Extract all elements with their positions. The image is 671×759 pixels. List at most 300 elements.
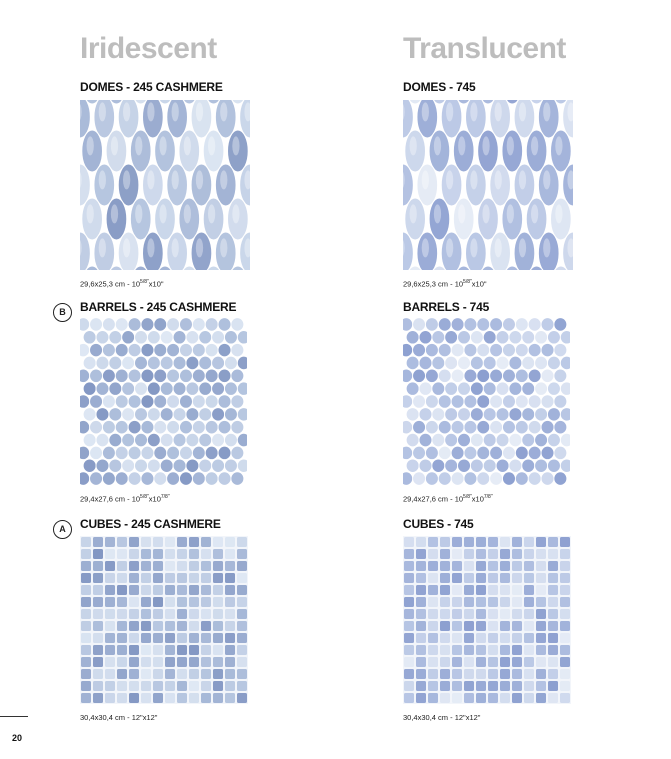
cube-piece bbox=[165, 669, 175, 679]
barrel-piece bbox=[413, 395, 426, 408]
cube-piece bbox=[524, 537, 534, 547]
cube-piece bbox=[464, 669, 474, 679]
barrel-piece bbox=[477, 318, 490, 331]
barrel-piece bbox=[83, 331, 96, 344]
dimensions-cubes-translucent: 30,4x30,4 cm - 12"x12" bbox=[403, 713, 481, 722]
barrel-piece bbox=[464, 446, 477, 459]
barrel-piece bbox=[167, 395, 180, 408]
tile-image-cubes-iridescent bbox=[80, 536, 248, 704]
cube-piece bbox=[177, 621, 187, 631]
cube-piece bbox=[476, 585, 486, 595]
barrel-piece bbox=[496, 331, 509, 344]
cube-piece bbox=[452, 561, 462, 571]
barrel-piece bbox=[205, 395, 218, 408]
barrel-piece bbox=[102, 446, 115, 459]
cube-piece bbox=[201, 657, 211, 667]
barrel-piece bbox=[225, 408, 238, 421]
cube-piece bbox=[141, 549, 151, 559]
dome-highlight bbox=[159, 136, 166, 155]
barrel-piece bbox=[122, 382, 135, 395]
cube-piece bbox=[488, 549, 498, 559]
cube-piece bbox=[428, 597, 438, 607]
barrel-piece bbox=[432, 331, 445, 344]
cube-piece bbox=[536, 573, 546, 583]
barrel-piece bbox=[90, 343, 103, 356]
barrel-piece bbox=[470, 356, 483, 369]
barrel-piece bbox=[490, 395, 503, 408]
barrel-piece bbox=[231, 421, 244, 434]
cube-piece bbox=[189, 537, 199, 547]
barrel-piece bbox=[199, 459, 212, 472]
cube-piece bbox=[177, 633, 187, 643]
dome-highlight bbox=[220, 238, 227, 257]
barrel-piece bbox=[96, 433, 109, 446]
cube-piece bbox=[440, 657, 450, 667]
cube-piece bbox=[141, 561, 151, 571]
cube-piece bbox=[213, 585, 223, 595]
cube-piece bbox=[524, 585, 534, 595]
cube-piece bbox=[201, 561, 211, 571]
cube-piece bbox=[81, 657, 91, 667]
barrel-piece bbox=[231, 369, 244, 382]
cube-piece bbox=[81, 537, 91, 547]
cube-piece bbox=[237, 585, 247, 595]
cube-piece bbox=[201, 645, 211, 655]
cube-piece bbox=[105, 669, 115, 679]
barrel-piece bbox=[231, 318, 244, 331]
cube-piece bbox=[512, 549, 522, 559]
cube-piece bbox=[416, 621, 426, 631]
barrel-piece bbox=[503, 369, 516, 382]
cube-piece bbox=[189, 573, 199, 583]
barrel-piece bbox=[231, 343, 244, 356]
barrel-piece bbox=[477, 472, 490, 485]
dome-highlight bbox=[135, 136, 142, 155]
barrel-piece bbox=[535, 382, 548, 395]
cube-piece bbox=[476, 609, 486, 619]
cube-piece bbox=[404, 633, 414, 643]
cube-piece bbox=[189, 549, 199, 559]
cube-piece bbox=[93, 693, 103, 703]
barrel-piece bbox=[80, 472, 90, 485]
cube-piece bbox=[237, 669, 247, 679]
barrel-piece bbox=[180, 395, 193, 408]
barrel-piece bbox=[147, 331, 160, 344]
barrel-piece bbox=[522, 382, 535, 395]
barrel-piece bbox=[160, 356, 173, 369]
cube-piece bbox=[512, 561, 522, 571]
barrel-piece bbox=[419, 433, 432, 446]
dome-highlight bbox=[172, 102, 179, 121]
barrel-piece bbox=[80, 369, 90, 382]
barrel-piece bbox=[483, 459, 496, 472]
tile-image-cubes-translucent bbox=[403, 536, 571, 704]
barrel-piece bbox=[192, 472, 205, 485]
barrel-piece bbox=[167, 446, 180, 459]
cube-piece bbox=[428, 645, 438, 655]
cube-piece bbox=[536, 693, 546, 703]
cube-piece bbox=[476, 621, 486, 631]
barrel-piece bbox=[199, 433, 212, 446]
barrel-piece bbox=[192, 369, 205, 382]
cube-piece bbox=[548, 561, 558, 571]
dome-highlight bbox=[531, 204, 538, 223]
barrel-piece bbox=[80, 318, 90, 331]
barrel-piece bbox=[199, 408, 212, 421]
barrel-piece bbox=[541, 318, 554, 331]
barrel-piece bbox=[541, 369, 554, 382]
cube-piece bbox=[225, 669, 235, 679]
cube-piece bbox=[536, 609, 546, 619]
cube-piece bbox=[237, 621, 247, 631]
cube-piece bbox=[141, 657, 151, 667]
dome-highlight bbox=[507, 204, 514, 223]
barrel-piece bbox=[90, 472, 103, 485]
barrel-piece bbox=[109, 382, 122, 395]
barrel-piece bbox=[141, 369, 154, 382]
barrel-piece bbox=[432, 459, 445, 472]
cube-piece bbox=[548, 549, 558, 559]
barrel-piece bbox=[237, 408, 247, 421]
barrel-piece bbox=[403, 343, 413, 356]
cube-piece bbox=[177, 693, 187, 703]
barrel-piece bbox=[237, 382, 247, 395]
barrel-piece bbox=[135, 382, 148, 395]
barrel-piece bbox=[102, 472, 115, 485]
barrel-piece bbox=[451, 421, 464, 434]
cube-piece bbox=[225, 657, 235, 667]
cube-piece bbox=[213, 549, 223, 559]
barrel-piece bbox=[509, 433, 522, 446]
barrel-piece bbox=[115, 421, 128, 434]
tile-image-barrels-iridescent bbox=[80, 318, 247, 485]
cube-piece bbox=[464, 633, 474, 643]
cube-piece bbox=[93, 681, 103, 691]
cube-piece bbox=[153, 573, 163, 583]
cube-piece bbox=[81, 573, 91, 583]
barrel-piece bbox=[406, 382, 419, 395]
barrel-piece bbox=[141, 343, 154, 356]
cube-piece bbox=[153, 645, 163, 655]
barrel-piece bbox=[122, 356, 135, 369]
cube-piece bbox=[512, 693, 522, 703]
dome-highlight bbox=[422, 238, 429, 257]
barrel-piece bbox=[115, 472, 128, 485]
barrel-piece bbox=[503, 446, 516, 459]
barrel-piece bbox=[115, 343, 128, 356]
cube-piece bbox=[117, 549, 127, 559]
barrel-piece bbox=[413, 369, 426, 382]
cube-piece bbox=[189, 693, 199, 703]
barrel-piece bbox=[419, 331, 432, 344]
cube-piece bbox=[225, 549, 235, 559]
cube-piece bbox=[476, 573, 486, 583]
grout-background bbox=[80, 536, 248, 704]
marker-b: B bbox=[53, 303, 72, 322]
barrel-piece bbox=[432, 408, 445, 421]
barrel-piece bbox=[490, 343, 503, 356]
dome-highlight bbox=[519, 170, 526, 189]
product-title-domes-translucent: DOMES - 745 bbox=[403, 80, 476, 94]
cube-piece bbox=[189, 621, 199, 631]
dome-highlight bbox=[446, 170, 453, 189]
cube-piece bbox=[201, 597, 211, 607]
barrel-piece bbox=[541, 395, 554, 408]
cube-piece bbox=[476, 657, 486, 667]
cube-piece bbox=[225, 609, 235, 619]
cube-piece bbox=[500, 609, 510, 619]
cube-piece bbox=[464, 645, 474, 655]
cube-piece bbox=[237, 609, 247, 619]
barrel-piece bbox=[458, 331, 471, 344]
dome-highlight bbox=[470, 238, 477, 257]
dome-highlight bbox=[123, 238, 130, 257]
dome-highlight bbox=[87, 136, 94, 155]
cube-piece bbox=[117, 537, 127, 547]
cube-piece bbox=[500, 681, 510, 691]
cube-piece bbox=[165, 645, 175, 655]
dome-highlight bbox=[446, 238, 453, 257]
barrel-piece bbox=[413, 446, 426, 459]
dome-highlight bbox=[208, 204, 215, 223]
barrel-piece bbox=[115, 446, 128, 459]
cube-piece bbox=[165, 537, 175, 547]
cube-piece bbox=[524, 621, 534, 631]
cube-piece bbox=[153, 681, 163, 691]
cube-piece bbox=[201, 609, 211, 619]
cube-piece bbox=[153, 609, 163, 619]
cube-piece bbox=[464, 573, 474, 583]
dome-highlight bbox=[482, 204, 489, 223]
cube-piece bbox=[500, 549, 510, 559]
barrel-piece bbox=[96, 408, 109, 421]
cube-piece bbox=[488, 561, 498, 571]
cube-piece bbox=[201, 681, 211, 691]
barrel-piece bbox=[541, 446, 554, 459]
barrel-piece bbox=[237, 331, 247, 344]
cube-piece bbox=[560, 561, 570, 571]
cube-piece bbox=[105, 597, 115, 607]
barrel-piece bbox=[413, 318, 426, 331]
cube-piece bbox=[237, 561, 247, 571]
cube-piece bbox=[524, 657, 534, 667]
barrel-piece bbox=[135, 459, 148, 472]
dome-highlight bbox=[220, 102, 227, 121]
cube-piece bbox=[404, 597, 414, 607]
barrel-piece bbox=[515, 446, 528, 459]
barrel-piece bbox=[147, 382, 160, 395]
barrel-piece bbox=[438, 446, 451, 459]
cube-piece bbox=[524, 609, 534, 619]
cube-piece bbox=[177, 573, 187, 583]
barrel-piece bbox=[464, 421, 477, 434]
dome-highlight bbox=[458, 204, 465, 223]
barrel-piece bbox=[548, 459, 561, 472]
cube-piece bbox=[464, 621, 474, 631]
cube-piece bbox=[201, 669, 211, 679]
barrel-piece bbox=[438, 318, 451, 331]
barrel-piece bbox=[173, 382, 186, 395]
dome-highlight bbox=[495, 102, 502, 121]
barrel-piece bbox=[186, 331, 199, 344]
barrel-piece bbox=[83, 408, 96, 421]
barrel-piece bbox=[109, 356, 122, 369]
column-title-iridescent: Iridescent bbox=[80, 32, 217, 65]
cube-piece bbox=[428, 537, 438, 547]
cube-piece bbox=[476, 693, 486, 703]
cube-piece bbox=[536, 657, 546, 667]
barrel-piece bbox=[503, 472, 516, 485]
cube-piece bbox=[81, 693, 91, 703]
barrel-piece bbox=[554, 395, 567, 408]
barrel-piece bbox=[102, 343, 115, 356]
barrel-piece bbox=[483, 382, 496, 395]
cube-piece bbox=[225, 681, 235, 691]
cube-piece bbox=[225, 573, 235, 583]
barrel-piece bbox=[413, 343, 426, 356]
barrel-piece bbox=[218, 318, 231, 331]
dome-highlight bbox=[147, 170, 154, 189]
cube-piece bbox=[428, 633, 438, 643]
barrel-piece bbox=[115, 395, 128, 408]
cube-piece bbox=[440, 537, 450, 547]
barrel-piece bbox=[83, 433, 96, 446]
product-title-barrels-iridescent: BARRELS - 245 CASHMERE bbox=[80, 300, 237, 314]
cube-piece bbox=[81, 669, 91, 679]
cube-piece bbox=[416, 585, 426, 595]
barrel-piece bbox=[528, 472, 541, 485]
cube-piece bbox=[464, 537, 474, 547]
barrel-piece bbox=[403, 472, 413, 485]
barrel-piece bbox=[477, 421, 490, 434]
cube-piece bbox=[476, 681, 486, 691]
barrel-piece bbox=[419, 408, 432, 421]
cube-piece bbox=[225, 621, 235, 631]
barrel-piece bbox=[141, 421, 154, 434]
cube-piece bbox=[117, 573, 127, 583]
cube-piece bbox=[524, 633, 534, 643]
barrel-piece bbox=[205, 472, 218, 485]
barrel-piece bbox=[528, 395, 541, 408]
barrel-piece bbox=[231, 395, 244, 408]
barrel-piece bbox=[147, 408, 160, 421]
cube-piece bbox=[536, 681, 546, 691]
barrel-piece bbox=[458, 433, 471, 446]
barrel-piece bbox=[90, 395, 103, 408]
cube-piece bbox=[141, 609, 151, 619]
dome-highlight bbox=[172, 238, 179, 257]
barrel-piece bbox=[522, 408, 535, 421]
dimensions-barrels-iridescent: 29,4x27,6 cm - $10^{5/8"}x10^{7/8"}$ bbox=[80, 494, 170, 504]
cube-piece bbox=[213, 657, 223, 667]
cube-piece bbox=[488, 585, 498, 595]
cube-piece bbox=[105, 621, 115, 631]
barrel-piece bbox=[438, 343, 451, 356]
cube-piece bbox=[165, 693, 175, 703]
barrel-piece bbox=[218, 421, 231, 434]
cube-piece bbox=[129, 669, 139, 679]
cube-piece bbox=[404, 657, 414, 667]
cube-piece bbox=[213, 573, 223, 583]
cube-piece bbox=[512, 669, 522, 679]
barrel-piece bbox=[80, 395, 90, 408]
cube-piece bbox=[117, 657, 127, 667]
cube-piece bbox=[464, 681, 474, 691]
cube-piece bbox=[560, 597, 570, 607]
cube-piece bbox=[117, 633, 127, 643]
cube-piece bbox=[129, 585, 139, 595]
barrel-piece bbox=[160, 459, 173, 472]
barrel-piece bbox=[128, 446, 141, 459]
barrel-piece bbox=[128, 318, 141, 331]
barrel-piece bbox=[522, 356, 535, 369]
cube-piece bbox=[464, 549, 474, 559]
barrel-piece bbox=[438, 369, 451, 382]
cube-piece bbox=[237, 681, 247, 691]
cube-piece bbox=[500, 633, 510, 643]
barrel-piece bbox=[535, 408, 548, 421]
cube-piece bbox=[165, 621, 175, 631]
cube-piece bbox=[500, 693, 510, 703]
cube-piece bbox=[524, 681, 534, 691]
cube-piece bbox=[476, 633, 486, 643]
barrel-piece bbox=[451, 446, 464, 459]
cube-piece bbox=[404, 549, 414, 559]
barrel-piece bbox=[554, 446, 567, 459]
barrel-piece bbox=[80, 421, 90, 434]
barrel-piece bbox=[451, 472, 464, 485]
cube-piece bbox=[488, 537, 498, 547]
cube-piece bbox=[153, 621, 163, 631]
barrel-piece bbox=[192, 446, 205, 459]
barrel-piece bbox=[548, 356, 561, 369]
dome-highlight bbox=[495, 170, 502, 189]
dome-highlight bbox=[111, 136, 118, 155]
cube-piece bbox=[153, 657, 163, 667]
barrel-piece bbox=[490, 318, 503, 331]
cube-piece bbox=[500, 621, 510, 631]
cube-piece bbox=[225, 585, 235, 595]
dome-highlight bbox=[99, 238, 106, 257]
cube-piece bbox=[416, 681, 426, 691]
cube-piece bbox=[153, 597, 163, 607]
cube-piece bbox=[81, 549, 91, 559]
cube-piece bbox=[81, 585, 91, 595]
cube-piece bbox=[560, 585, 570, 595]
cube-piece bbox=[129, 609, 139, 619]
barrel-piece bbox=[464, 343, 477, 356]
barrel-piece bbox=[80, 343, 90, 356]
barrel-piece bbox=[135, 408, 148, 421]
cube-piece bbox=[189, 669, 199, 679]
cube-piece bbox=[237, 633, 247, 643]
barrel-piece bbox=[496, 408, 509, 421]
barrel-piece bbox=[425, 421, 438, 434]
barrel-piece bbox=[490, 421, 503, 434]
tile-image-domes-iridescent bbox=[80, 100, 250, 270]
barrel-piece bbox=[503, 421, 516, 434]
dimensions-domes-iridescent: 29,6x25,3 cm - $10^{5/8"}x10$" bbox=[80, 279, 164, 289]
cube-piece bbox=[105, 633, 115, 643]
dome-highlight bbox=[232, 136, 239, 155]
barrel-piece bbox=[109, 408, 122, 421]
cube-piece bbox=[213, 669, 223, 679]
dome-highlight bbox=[507, 136, 514, 155]
barrel-piece bbox=[451, 318, 464, 331]
barrel-piece bbox=[141, 446, 154, 459]
cube-piece bbox=[500, 597, 510, 607]
barrel-piece bbox=[464, 395, 477, 408]
